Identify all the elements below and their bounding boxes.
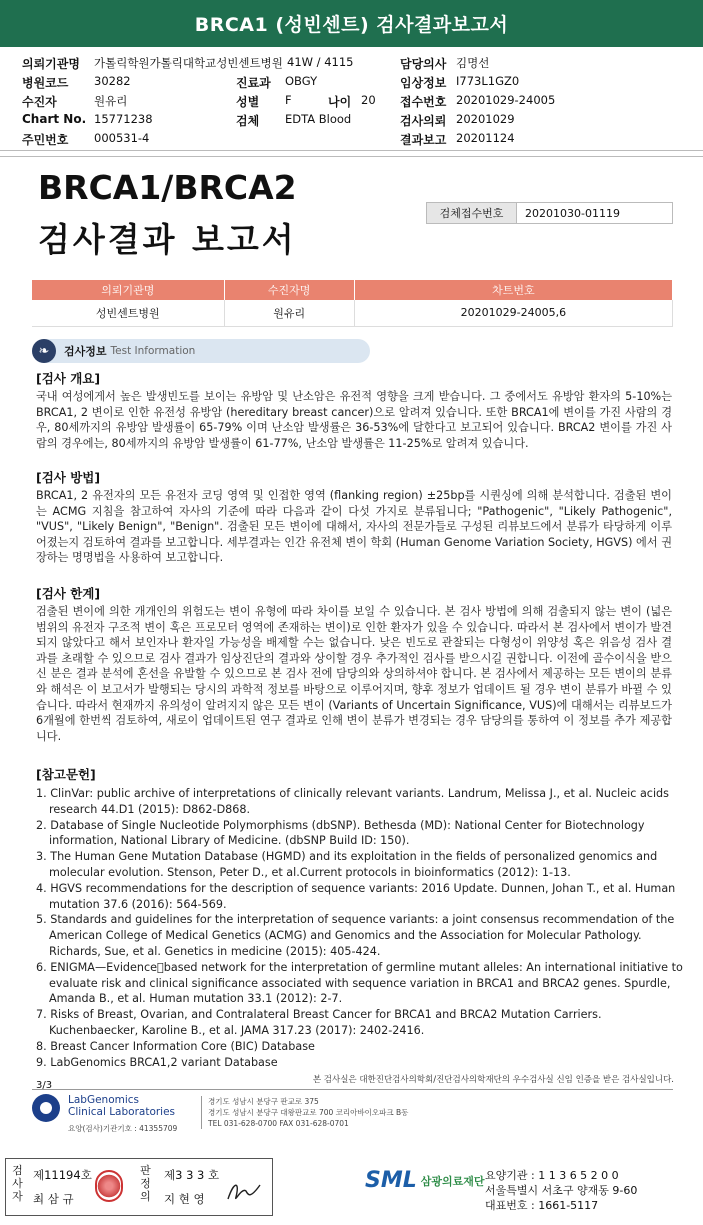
specimen-number-box bbox=[426, 202, 673, 224]
report-title-gene: BRCA1/BRCA2 bbox=[38, 168, 297, 207]
specimen-value: EDTA Blood bbox=[285, 112, 352, 126]
lab-name bbox=[68, 1094, 175, 1118]
table-header-row bbox=[32, 280, 673, 300]
lab-address-line: 경기도 성남시 분당구 대왕판교로 700 코리아바이오파크 B동 bbox=[208, 1108, 409, 1117]
overview-section bbox=[36, 369, 672, 451]
list-item: 3. The Human Gene Mutation Database (HGMD) and its exploitation in the fields of personalized genomics and molecular evolution. Stenson, Peter D., et al.Current protocols in bioinformatics (2012): 1-13. bbox=[36, 850, 658, 879]
overview-heading: [검사 개요] bbox=[36, 371, 101, 386]
lab-name-line2: Clinical Laboratories bbox=[68, 1106, 176, 1118]
sex-label: 성별 bbox=[236, 95, 260, 109]
org-code: 요양기관 : 1 1 3 6 5 2 0 0 bbox=[485, 1169, 619, 1182]
divider bbox=[32, 1089, 673, 1090]
inspector-label: 검사자 bbox=[12, 1164, 23, 1203]
sml-logo-text: SML bbox=[365, 1168, 417, 1193]
signature-icon bbox=[224, 1177, 264, 1207]
signoff-box bbox=[5, 1158, 273, 1216]
sex-value: F bbox=[285, 93, 292, 107]
section-pill bbox=[32, 339, 370, 363]
specimen-number-label: 검체접수번호 bbox=[427, 203, 517, 223]
patient-table bbox=[32, 280, 673, 327]
table-cell: 원유리 bbox=[224, 300, 354, 326]
reviewer-label: 판정의 bbox=[140, 1164, 151, 1203]
dept-label: 진료과 bbox=[236, 76, 271, 90]
limits-heading: [검사 한계] bbox=[36, 586, 101, 601]
table-row bbox=[32, 300, 673, 326]
age-label: 나이 bbox=[328, 95, 352, 109]
org-address: 서울특별시 서초구 양재동 9-60 bbox=[485, 1184, 638, 1197]
id-value: 000531-4 bbox=[94, 131, 150, 145]
table-header: 수진자명 bbox=[224, 280, 354, 300]
request-label: 검사의뢰 bbox=[400, 114, 447, 128]
method-section bbox=[36, 468, 672, 566]
lab-address bbox=[201, 1096, 408, 1129]
section-pill-subtitle: Test Information bbox=[110, 345, 196, 357]
labgenomics-logo-icon bbox=[32, 1094, 60, 1122]
references-heading: [참고문헌] bbox=[36, 767, 96, 782]
specimen-number-value: 20201030-01119 bbox=[525, 206, 620, 220]
lab-name-line1: LabGenomics bbox=[68, 1094, 140, 1106]
org-phone: 대표번호 : 1661-5117 bbox=[485, 1199, 599, 1212]
clinical-info-value: I773L1GZ0 bbox=[456, 74, 520, 88]
reviewer-name: 지 현 영 bbox=[164, 1192, 205, 1206]
specimen-label: 검체 bbox=[236, 114, 260, 128]
dept-value: OBGY bbox=[285, 74, 318, 88]
lab-contact: TEL 031-628-0700 FAX 031-628-0701 bbox=[208, 1119, 349, 1128]
list-item: 4. HGVS recommendations for the description of sequence variants: 2016 Update. Dunnen, Johan T., et al. Human mutation 37.6 (2016): 564-569. bbox=[36, 881, 676, 911]
list-item: 5. Standards and guidelines for the interpretation of sequence variants: a joint consensus recommendation of the American College of Medical Genetics (ACMG) and Genomics and the Association for Molecular Pathology. Richards, Sue, et al. Genetics in medicine (2015): 405-424. bbox=[36, 913, 675, 958]
patient-header bbox=[22, 55, 692, 150]
hospital-code-value: 30282 bbox=[94, 74, 131, 88]
limits-text: 검출된 변이에 의한 개개인의 위험도는 변이 유형에 따라 차이를 보일 수 있습니다. 본 검사 방법에 의해 검출되지 않는 변이 (넓은 범위의 유전자 구조적 변이 혹은 프로모터 영역에 존재하는 변이)로 인한 환자가 있을 수 있습니다. 따라서 본 검사에서 변이가 발견되지 않았다고 해서 보인자나 환자일 가능성을 배제할 수는 없습니다. 낮은 빈도로 관찰되는 다형성이 위양성 혹은 위음성 검사 결과를 초래할 수 있으므로 검사 결과가 임상진단의 결과와 상이할 경우 추가적인 검사를 받으시길 권합니다. 이전에 골수이식을 받으신 분은 결과 분석에 혼선을 유발할 수 있으므로 본 검사 전에 담당의와 상의하셔야 합니다. 본 검사에서 제공하는 모든 변이의 분류와 해석은 이 보고서가 발행되는 당시의 과학적 정보를 바탕으로 이루어지며, 향후 정보가 업데이트 될 경우 변이 분류가 바뀔 수 있습니다. 따라서 현재까지 유의성이 알려지지 않은 모든 변이 (Variants of Uncertain Significance, VUS)에 대해서는 리뷰보드가 6개월에 한번씩 검토하여, 새로이 업데이트된 연구 결과로 인해 변이 분류가 변경되는 경우 담당의를 통하여 이 정보를 추가 제공합니다. bbox=[36, 605, 672, 743]
ribbon-icon: ❧ bbox=[32, 339, 56, 363]
method-text: BRCA1, 2 유전자의 모든 유전자 코딩 영역 및 인접한 영역 (flanking region) ±25bp를 시퀀싱에 의해 분석합니다. 검출된 변이는 ACMG 지침을 참고하여 자사의 기준에 따라 다음과 같이 다섯 가지로 분류됩니다; "Pathogenic", "Likely Pathogenic", "VUS", "Likely Benign", "Benign". 검출된 모든 변이에 대해서, 자사의 전문가들로 구성된 리뷰보드에서 분류가 타당하게 이루어졌는지 검토하여 결과를 보고합니다. 세부결과는 인간 유전체 변이 학회 (Human Genome Variation Society, HGVS) 에서 권장하는 명명법을 사용하여 보고합니다. bbox=[36, 489, 673, 565]
references-section bbox=[36, 765, 686, 1070]
lab-address-line: 경기도 성남시 분당구 판교로 375 bbox=[208, 1097, 319, 1106]
age-value: 20 bbox=[361, 93, 376, 107]
id-label: 주민번호 bbox=[22, 133, 69, 147]
limits-section bbox=[36, 584, 672, 744]
inspector-name: 최 삼 규 bbox=[33, 1192, 74, 1206]
divider bbox=[0, 150, 703, 151]
seal-stamp-icon bbox=[95, 1170, 123, 1202]
receipt-value: 20201029-24005 bbox=[456, 93, 556, 107]
reviewer-number: 제3 3 3 호 bbox=[164, 1168, 220, 1182]
banner-title: BRCA1 (성빈센트) 검사결과보고서 bbox=[194, 14, 509, 36]
reference-list bbox=[36, 786, 686, 1070]
accreditation-note: 본 검사실은 대한진단검사의학회/진단검사의학재단의 우수검사실 신임 인증을 받은 검사실입니다. bbox=[312, 1075, 674, 1085]
org-info bbox=[485, 1168, 637, 1213]
lab-code: 요양(검사)기관기호 : 41355709 bbox=[68, 1124, 178, 1133]
report-date-label: 결과보고 bbox=[400, 133, 447, 147]
chart-value: 15771238 bbox=[94, 112, 153, 126]
institution-label: 의뢰기관명 bbox=[22, 57, 80, 71]
divider bbox=[0, 156, 703, 157]
list-item: 2. Database of Single Nucleotide Polymorphisms (dbSNP). Bethesda (MD): National Center for Biotechnology information, National Library of Medicine. (dbSNP Build ID: 150). bbox=[36, 818, 645, 848]
list-item: 8. Breast Cancer Information Core (BIC) Database bbox=[36, 1039, 315, 1053]
report-date-value: 20201124 bbox=[456, 131, 515, 145]
section-pill-title: 검사정보 bbox=[64, 345, 107, 358]
patient-value: 원유리 bbox=[94, 94, 128, 108]
patient-label: 수진자 bbox=[22, 95, 57, 109]
overview-text: 국내 여성에게서 높은 발생빈도를 보이는 유방암 및 난소암은 유전적 영향을 크게 받습니다. 그 중에서도 유방암 환자의 5-10%는 BRCA1, 2 변이로 인한 유전성 유방암 (hereditary breast cancer)으로 알려져 있습니다. 또한 BRCA1에 변이를 가진 사람의 경우, 80세까지의 유방암 발생률이 65-79% 이며 난소암 발생률은 36-53%에 달한다고 보고되어 있습니다. BRCA2 변이를 가진 사람의 경우에는, 80세까지의 유방암 발생률이 61-77%, 난소암 발생률은 11-25%로 알려져 있습니다. bbox=[36, 390, 672, 450]
doctor-label: 담당의사 bbox=[400, 57, 447, 71]
clinical-info-label: 임상정보 bbox=[400, 76, 447, 90]
chart-label: Chart No. bbox=[22, 112, 87, 126]
request-value: 20201029 bbox=[456, 112, 515, 126]
table-header: 차트번호 bbox=[354, 280, 672, 300]
list-item: 6. ENIGMA—Evidence􀀀based network for the interpretation of germline mutant alleles: An international initiative to evaluate risk and clinical significance associated with sequence variation in BRCA1 and BRCA2 genes. Spurdle, Amanda B., et al. Human mutation 33.1 (2012): 2-7. bbox=[36, 960, 683, 1006]
ward-value: 41W / 4115 bbox=[287, 55, 354, 69]
list-item: 7. Risks of Breast, Ovarian, and Contralateral Breast Cancer for BRCA1 and BRCA2 Mutation Carriers. Kuchenbaecker, Karoline B., et al. JAMA 317.23 (2017): 2402-2416. bbox=[36, 1008, 602, 1037]
list-item: 9. LabGenomics BRCA1,2 variant Database bbox=[36, 1055, 278, 1069]
sml-logo bbox=[365, 1168, 485, 1193]
report-banner bbox=[0, 0, 703, 47]
table-header: 의뢰기관명 bbox=[32, 280, 224, 300]
report-title: 검사결과 보고서 bbox=[38, 220, 297, 259]
method-heading: [검사 방법] bbox=[36, 470, 101, 485]
receipt-label: 접수번호 bbox=[400, 95, 447, 109]
hospital-code-label: 병원코드 bbox=[22, 76, 69, 90]
doctor-value: 김명선 bbox=[456, 56, 490, 70]
org-name: 삼광의료재단 bbox=[420, 1174, 485, 1188]
list-item: 1. ClinVar: public archive of interpretations of clinically relevant variants. Landrum, Melissa J., et al. Nucleic acids research 44.D1 (2015): D862-D868. bbox=[36, 787, 669, 816]
institution-value: 가톨릭학원가톨릭대학교성빈센트병원 bbox=[94, 56, 283, 70]
page-number: 3/3 bbox=[36, 1080, 53, 1091]
table-cell: 성빈센트병원 bbox=[32, 300, 224, 326]
inspector-number: 제11194호 bbox=[33, 1168, 92, 1182]
table-cell: 20201029-24005,6 bbox=[354, 300, 672, 326]
